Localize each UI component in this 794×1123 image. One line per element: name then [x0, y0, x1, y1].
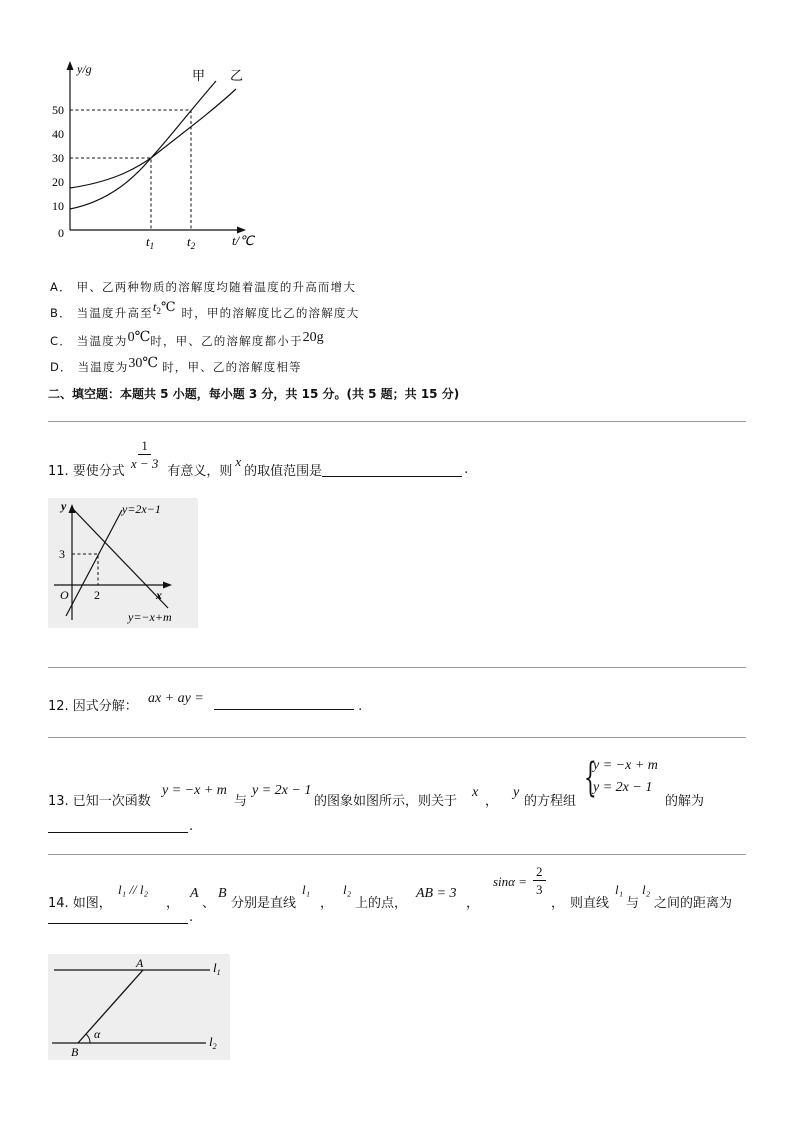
q14-parallel: l₁ // l₂ — [118, 882, 148, 897]
option-b-unit: ℃ — [160, 299, 176, 314]
divider-2 — [48, 667, 746, 668]
series-label-jia: 甲 — [192, 68, 206, 83]
curve-yi — [70, 89, 236, 188]
q11-answer-blank[interactable] — [322, 462, 462, 477]
q13-prefix: 13. 已知一次函数 — [48, 794, 151, 809]
question-11 — [48, 430, 468, 479]
q14-sep3: ， — [466, 896, 480, 911]
q13-answer-blank[interactable] — [48, 818, 188, 833]
q12-answer-blank[interactable] — [214, 695, 354, 710]
q13-sys1: y = −x + m — [593, 758, 658, 773]
y-axis-label: y/g — [77, 62, 92, 76]
x-axis-label: t/℃ — [232, 233, 254, 248]
fig-tick-2: 2 — [94, 588, 100, 602]
q11-fraction — [128, 438, 162, 471]
q14-sin-den: 3 — [536, 882, 543, 897]
q14-ab: AB = 3 — [416, 886, 457, 901]
y-tick-30: 30 — [52, 151, 64, 165]
q14-mid2: 上的点， — [355, 896, 408, 911]
question-13 — [48, 756, 748, 836]
guide-30 — [70, 158, 151, 230]
q13-sys2: y = 2x − 1 — [593, 780, 653, 795]
q14-l1b: l₁ — [615, 882, 624, 897]
q11-end: . — [464, 462, 469, 477]
q14-pointB: B — [218, 886, 227, 901]
linear-functions-figure — [48, 498, 198, 628]
q11-frac-den: x − 3 — [130, 456, 159, 471]
fig-label-l2: $l_2$ — [209, 1034, 217, 1051]
y-tick-50: 50 — [52, 103, 64, 117]
q14-dun: 、 — [202, 896, 216, 911]
q14-mid3: 则直线 — [570, 896, 610, 911]
option-d-math: 30℃ — [128, 356, 159, 371]
option-a[interactable] — [50, 279, 356, 295]
q11-var: x — [235, 454, 242, 469]
q13-f2: y = 2x − 1 — [252, 783, 312, 798]
y-tick-40: 40 — [52, 127, 64, 141]
option-a-text: A． 甲、乙两种物质的溶解度均随着温度的升高而增大 — [50, 280, 357, 294]
q12-end: . — [358, 699, 363, 714]
fig-x-label: x — [156, 588, 162, 602]
fig-label-a: A — [136, 956, 144, 970]
q13-brace: { — [584, 755, 597, 801]
q13-var-x: x — [472, 785, 479, 800]
fig-label-alpha: α — [94, 1027, 101, 1041]
divider-4 — [48, 854, 746, 855]
q14-sep1: ， — [166, 896, 180, 911]
q13-mid: 的图象如图所示，则关于 — [314, 794, 458, 809]
q14-sep2: ， — [320, 896, 334, 911]
q14-and: 与 — [626, 896, 640, 911]
q14-answer-blank[interactable] — [48, 909, 188, 924]
option-d-pre: D． 当温度为 — [50, 360, 129, 374]
x-tick-t2: $t_2$ — [187, 234, 196, 251]
option-b-post: 时，甲的溶解度比乙的溶解度大 — [181, 306, 360, 320]
option-d[interactable] — [50, 356, 302, 376]
option-b-pre: B． 当温度升高至 — [50, 306, 153, 320]
q13-and: 与 — [234, 794, 248, 809]
option-d-post: 时，甲、乙的溶解度相等 — [162, 360, 302, 374]
option-c-mid: 时，甲、乙的溶解度都小于 — [150, 334, 303, 348]
option-c[interactable] — [50, 330, 324, 350]
option-b-sub: 2 — [156, 306, 161, 316]
fig-label-l1: $l_1$ — [213, 960, 221, 977]
q12-expr: ax + ay = — [147, 691, 204, 706]
q13-comma: ， — [485, 794, 499, 809]
q11-mid: 有意义，则 — [167, 464, 233, 479]
fig-line2-label: y=−x+m — [128, 610, 172, 624]
series-label-yi: 乙 — [230, 68, 244, 83]
fig-y-label: y — [61, 499, 67, 513]
q14-sep4: ， — [551, 896, 565, 911]
y-tick-10: 10 — [52, 199, 64, 213]
parallel-lines-figure — [48, 954, 230, 1060]
q11-frac-num: 1 — [138, 438, 151, 455]
x-tick-t1: $t_1$ — [146, 234, 155, 251]
q13-suffix: 的解为 — [665, 794, 705, 809]
fig-line1-label: y=2x−1 — [122, 502, 161, 516]
y-tick-20: 20 — [52, 175, 64, 189]
q13-var-y: y — [513, 785, 520, 800]
q11-prefix: 11. 要使分式 — [48, 464, 125, 479]
q13-mid2: 的方程组 — [524, 794, 577, 809]
solubility-chart — [40, 55, 270, 255]
fig-tick-3: 3 — [59, 547, 65, 561]
option-c-math1: 0℃ — [127, 330, 151, 345]
q14-prefix: 14. 如图， — [48, 896, 112, 911]
divider-1 — [48, 421, 746, 422]
q14-sin-num: 2 — [533, 864, 546, 881]
q14-suffix: 之间的距离为 — [654, 896, 733, 911]
option-b-t: t — [152, 299, 157, 314]
q13-f1: y = −x + m — [162, 783, 227, 798]
q12-prefix: 12. 因式分解： — [48, 699, 138, 714]
q14-l1: l₁ — [302, 882, 311, 897]
fig-label-b: B — [71, 1045, 79, 1059]
q14-l2: l₂ — [343, 882, 352, 897]
fig-origin: O — [60, 588, 69, 602]
q14-l2b: l₂ — [642, 882, 651, 897]
option-c-math2: 20g — [302, 330, 324, 345]
q14-mid: 分别是直线 — [231, 896, 297, 911]
curve-jia — [70, 81, 216, 209]
divider-3 — [48, 737, 746, 738]
q14-pointA: A — [190, 886, 199, 901]
question-12 — [48, 687, 363, 714]
option-c-pre: C． 当温度为 — [50, 334, 128, 348]
q13-end: . — [189, 819, 194, 834]
section-heading: 二、填空题：本题共 5 小题，每小题 3 分，共 15 分。(共 5 题；共 15 分) — [48, 387, 460, 401]
q14-sin-lhs: sinα = — [493, 874, 528, 889]
q14-sin-frac — [533, 864, 546, 897]
option-b[interactable] — [50, 299, 360, 321]
q11-suffix: 的取值范围是 — [244, 464, 323, 479]
q14-end: . — [189, 910, 194, 925]
y-axis-arrow — [67, 61, 74, 70]
origin-label: 0 — [58, 226, 64, 240]
question-14 — [48, 862, 748, 932]
